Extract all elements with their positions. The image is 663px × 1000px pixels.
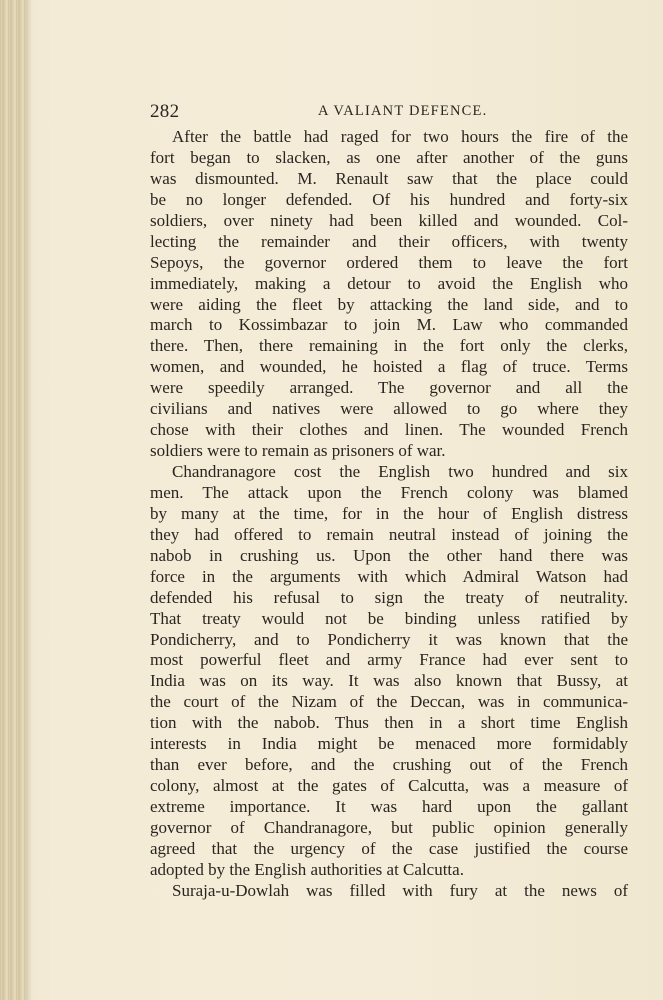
body-text (150, 127, 628, 902)
text-line: India was on its way. It was also known that Bussy, at (150, 671, 628, 691)
text-line: soldiers were to remain as prisoners of war. (150, 441, 446, 461)
text-line: That treaty would not be binding unless ratified by (150, 608, 628, 628)
text-line: most powerful fleet and army France had ever sent to (150, 650, 628, 670)
page-number: 282 (150, 101, 180, 122)
text-line: defended his refusal to sign the treaty of neutrality. (150, 587, 628, 607)
text-line: Chandranagore cost the English two hundred and six (172, 462, 628, 481)
text-line: civilians and natives were allowed to go where they (150, 399, 628, 419)
text-line: adopted by the English authorities at Calcutta. (150, 859, 464, 879)
text-line: were speedily arranged. The governor and all the (150, 378, 628, 398)
page-header (150, 101, 628, 125)
text-line: be no longer defended. Of his hundred and forty-six (150, 189, 628, 209)
text-line: the court of the Nizam of the Deccan, was in communica- (150, 692, 628, 712)
text-line: lecting the remainder and their officers, with twenty (150, 231, 628, 251)
text-line: chose with their clothes and linen. The wounded French (150, 420, 628, 440)
text-line: Pondicherry, and to Pondicherry it was known that the (150, 629, 628, 649)
text-line: they had offered to remain neutral instead of joining the (150, 524, 628, 544)
text-line: were aiding the fleet by attacking the land side, and to (150, 294, 628, 314)
text-line: After the battle had raged for two hours the fire of the (172, 127, 628, 146)
text-line: there. Then, there remaining in the fort only the clerks, (150, 336, 628, 356)
text-line: fort began to slacken, as one after another of the guns (150, 147, 628, 167)
text-line: colony, almost at the gates of Calcutta, was a measure of (150, 776, 628, 796)
text-line: Suraja-u-Dowlah was filled with fury at the news of (172, 880, 628, 900)
text-line: Sepoys, the governor ordered them to leave the fort (150, 252, 628, 272)
text-line: agreed that the urgency of the case justified the course (150, 838, 628, 858)
text-line: tion with the nabob. Thus then in a short time English (150, 713, 628, 733)
text-line: women, and wounded, he hoisted a flag of truce. Terms (150, 357, 628, 377)
text-line: governor of Chandranagore, but public opinion generally (150, 817, 628, 837)
running-title: A VALIANT DEFENCE. (318, 103, 488, 119)
text-line: force in the arguments with which Admiral Watson had (150, 566, 628, 586)
text-line: than ever before, and the crushing out of the French (150, 755, 628, 775)
text-line: extreme importance. It was hard upon the gallant (150, 797, 628, 816)
text-line: men. The attack upon the French colony was blamed (150, 482, 628, 502)
page-binding-edge (0, 0, 26, 1000)
text-line: was dismounted. M. Renault saw that the place could (150, 168, 628, 188)
text-line: soldiers, over ninety had been killed and wounded. Col- (150, 210, 628, 230)
text-line: interests in India might be menaced more formidably (150, 734, 628, 754)
text-line: by many at the time, for in the hour of English distress (150, 503, 628, 523)
text-line: immediately, making a detour to avoid the English who (150, 273, 628, 293)
text-line: march to Kossimbazar to join M. Law who commanded (150, 315, 628, 335)
text-line: nabob in crushing us. Upon the other hand there was (150, 545, 628, 565)
